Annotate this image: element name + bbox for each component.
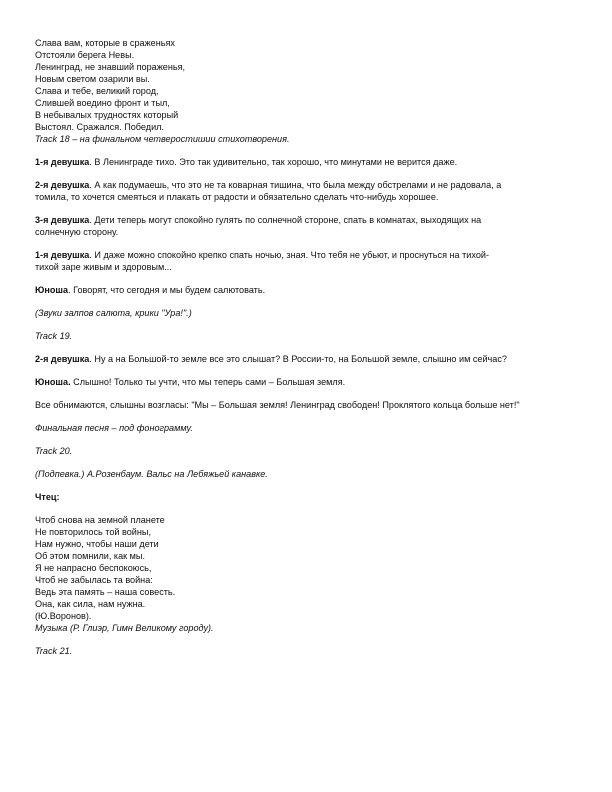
speaker-label: 2-я девушка (35, 354, 90, 364)
track-19-note: Track 19. (35, 331, 73, 341)
dialogue-text: . А как подумаешь, что это не та коварная тишина, что была между обстрелами и не радовала, а (89, 180, 502, 190)
speaker-label: 2-я девушка (35, 180, 90, 190)
dialogue-text: . Говорят, что сегодня и мы будем салютовать. (68, 285, 266, 295)
poem-line: Новым светом озарили вы. (35, 74, 150, 84)
dialogue-text: . В Ленинграде тихо. Это так удивительно, так хорошо, что минутами не верится даже. (89, 157, 458, 167)
poem-line: В небывалых трудностях который (35, 110, 179, 120)
track-21-note: Track 21. (35, 646, 73, 656)
dialogue-text: . Ну а на Большой-то земле все это слышат? В России-то, на Большой земле, слышно им сейчас? (89, 354, 507, 364)
dialogue-girl3 (35, 214, 572, 238)
poem-line: Слава вам, которые в сраженьях (35, 38, 175, 48)
dialogue-text: . Дети теперь могут спокойно гулять по солнечной стороне, спать в комнатах, выходящих на (89, 215, 482, 225)
final-song-note: Финальная песня – под фонограмму. (35, 423, 193, 433)
poem-line: Отстояли берега Невы. (35, 50, 135, 60)
dialogue-text: томила, то хочется смеяться и плакать от радости и обязательно сделать что-нибудь хорошее. (35, 192, 439, 202)
dialogue-text: тихой заре живым и здоровым... (35, 262, 172, 272)
poem-line: Я не напрасно беспокоюсь, (35, 563, 152, 573)
waltz-note: (Подпевка.) А.Розенбаум. Вальс на Лебяжьей канавке. (35, 469, 268, 479)
dialogue-girl2-b (35, 353, 572, 365)
reader-heading (35, 491, 572, 503)
poem-victory (35, 37, 572, 145)
poem-line: Ленинград, не знавший пораженья, (35, 62, 186, 72)
poem-line: Чтоб снова на земной планете (35, 515, 165, 525)
dialogue-youth-b (35, 376, 572, 388)
music-note: Музыка (Р. Глиэр, Гимн Великому городу). (35, 623, 214, 633)
poem-line: Выстоял. Сражался. Победил. (35, 122, 164, 132)
dialogue-youth-a (35, 284, 572, 296)
poem-author: (Ю.Воронов). (35, 611, 92, 621)
stage-direction-salute: (Звуки залпов салюта, крики "Ура!".) (35, 308, 192, 318)
speaker-label: Юноша. (35, 377, 71, 387)
stage-direction-embrace: Все обнимаются, слышны возгласы: "Мы – Большая земля! Ленинград свободен! Проклятого кольца больше нет!" (35, 400, 520, 410)
dialogue-text: солнечную сторону. (35, 227, 119, 237)
poem-line: Слава и тебе, великий город, (35, 86, 159, 96)
poem-line: Она, как сила, нам нужна. (35, 599, 146, 609)
dialogue-girl2-a (35, 179, 572, 203)
poem-line: Слившей воедино фронт и тыл, (35, 98, 170, 108)
speaker-label: Юноша (35, 285, 69, 295)
poem-line: Чтоб не забылась та война: (35, 575, 153, 585)
poem-line: Об этом помнили, как мы. (35, 551, 145, 561)
poem-memory (35, 514, 572, 634)
poem-line: Нам нужно, чтобы наши дети (35, 539, 159, 549)
speaker-label: 1-я девушка (35, 250, 90, 260)
dialogue-text: Слышно! Только ты учти, что мы теперь сами – Большая земля. (70, 377, 346, 387)
poem-line: Не повторилось той войны, (35, 527, 151, 537)
track-18-note: Track 18 – на финальном четверостишии стихотворения. (35, 134, 290, 144)
dialogue-girl1-a (35, 156, 572, 168)
poem-line: Ведь эта память – наша совесть. (35, 587, 176, 597)
speaker-label: Чтец: (35, 492, 60, 502)
dialogue-girl1-b (35, 249, 572, 273)
speaker-label: 1-я девушка (35, 157, 90, 167)
speaker-label: 3-я девушка (35, 215, 90, 225)
track-20-note: Track 20. (35, 446, 73, 456)
dialogue-text: . И даже можно спокойно крепко спать ночью, зная. Что тебя не убьют, и проснуться на тихой- (89, 250, 489, 260)
